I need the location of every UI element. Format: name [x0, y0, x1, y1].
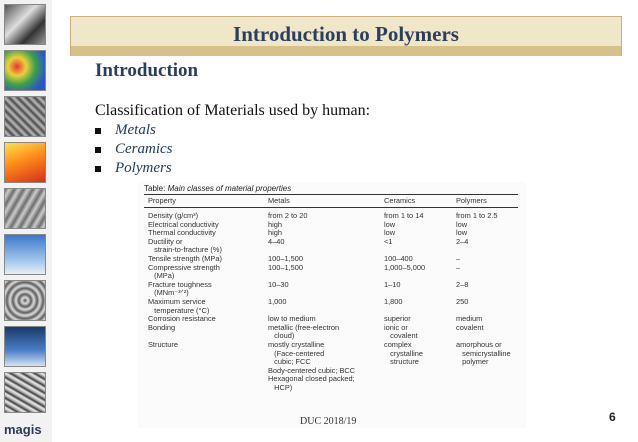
table-cell: Maximum service temperature (°C) — [148, 297, 210, 315]
column-header-metals: Metals — [268, 196, 290, 205]
bullet-item — [95, 140, 173, 159]
table-cell: low — [384, 219, 396, 229]
table-cell: 100–1,500 — [268, 254, 303, 263]
table-cell: Ductility or strain-to-fracture (%) — [148, 236, 222, 255]
table-cell: low — [384, 228, 396, 238]
table-cell: medium — [456, 314, 483, 324]
microstructure-map-image — [4, 50, 46, 91]
table-caption-text: Main classes of material properties — [167, 184, 292, 193]
fiber-texture-image — [4, 96, 46, 137]
table-cell: Tensile strength (MPa) — [148, 254, 222, 263]
table-cell: 2–4 — [456, 236, 469, 246]
aircraft-surface-image — [4, 188, 46, 229]
page-number: 6 — [609, 410, 616, 424]
table-cell: – — [456, 262, 461, 272]
turbine-blade-image — [4, 4, 46, 45]
square-bullet-icon — [95, 147, 101, 153]
table-cell: Bonding — [148, 322, 176, 332]
table-cell: 1,000 — [268, 297, 287, 306]
table-cell: 1,800 — [384, 297, 403, 306]
table-cell: ionic or covalent — [384, 322, 418, 341]
table-cell: 100–400 — [384, 254, 413, 263]
column-header-polymers: Polymers — [456, 196, 487, 205]
table-cell: from 2 to 20 — [268, 211, 308, 220]
square-bullet-icon — [95, 128, 101, 134]
bullet-label: Ceramics — [115, 141, 173, 157]
column-header-property: Property — [148, 196, 176, 205]
table-caption-prefix: Table: — [144, 184, 166, 193]
title-bar-shadow — [71, 46, 621, 56]
magis-logo: magis — [4, 422, 42, 437]
table-cell: 2–8 — [456, 279, 469, 289]
footer-text: DUC 2018/19 — [300, 416, 357, 427]
slide-title: Introduction to Polymers — [233, 22, 459, 46]
table-cell: 100–1,500 — [268, 262, 303, 272]
bullet-item — [95, 121, 173, 140]
bullet-label: Metals — [115, 122, 156, 138]
table-header-rule — [144, 207, 518, 208]
table-cell: 4–40 — [268, 236, 285, 246]
classification-text: Classification of Materials used by human: — [95, 102, 371, 119]
thermal-block-image — [4, 142, 46, 183]
crystal-texture-image — [4, 280, 46, 321]
table-cell: from 1 to 2.5 — [456, 211, 498, 220]
table-cell: complex crystalline structure — [384, 340, 424, 367]
table-cell: Fracture toughness (MNm⁻³ᐟ²) — [148, 279, 212, 298]
table-cell: from 1 to 14 — [384, 211, 424, 220]
table-cell: low — [456, 219, 468, 229]
wind-turbine-image — [4, 326, 46, 367]
sidebar-thumbnails — [0, 0, 52, 442]
section-heading: Introduction — [95, 60, 199, 81]
table-cell: 250 — [456, 297, 469, 306]
grain-texture-image — [4, 372, 46, 413]
table-caption — [144, 184, 291, 193]
table-cell: metallic (free-electron cloud) — [268, 322, 340, 341]
table-cell: 10–30 — [268, 279, 289, 289]
column-header-ceramics: Ceramics — [384, 196, 416, 205]
table-cell: low to medium — [268, 314, 316, 324]
table-cell: 1,000–5,000 — [384, 262, 426, 272]
table-cell: amorphous or semicrystalline polymer — [456, 340, 511, 367]
table-cell: – — [456, 254, 461, 263]
table-cell: covalent — [456, 322, 484, 332]
table-cell: superior — [384, 314, 411, 324]
table-cell: <1 — [384, 236, 393, 246]
material-properties-table — [138, 182, 526, 428]
table-cell: Thermal conductivity — [148, 228, 216, 238]
table-cell: mostly crystalline (Face-centered cubic; FCC Body-centered cubic; BCC Hexagonal closed packed; HCP) — [268, 340, 356, 392]
material-bullet-list — [95, 121, 173, 178]
table-cell: high — [268, 219, 282, 229]
table-cell: Density (g/cm³) — [148, 211, 199, 220]
square-bullet-icon — [95, 166, 101, 172]
table-cell: high — [268, 228, 282, 238]
table-cell: low — [456, 228, 468, 238]
table-cell: Compressive strength (MPa) — [148, 262, 220, 281]
table-cell: Structure — [148, 340, 178, 349]
bullet-item — [95, 159, 173, 178]
table-cell: 1–10 — [384, 279, 401, 289]
airplane-image — [4, 234, 46, 275]
table-top-rule — [144, 194, 518, 195]
bullet-label: Polymers — [115, 160, 172, 176]
table-cell: Electrical conductivity — [148, 219, 219, 229]
table-cell: Corrosion resistance — [148, 314, 216, 324]
